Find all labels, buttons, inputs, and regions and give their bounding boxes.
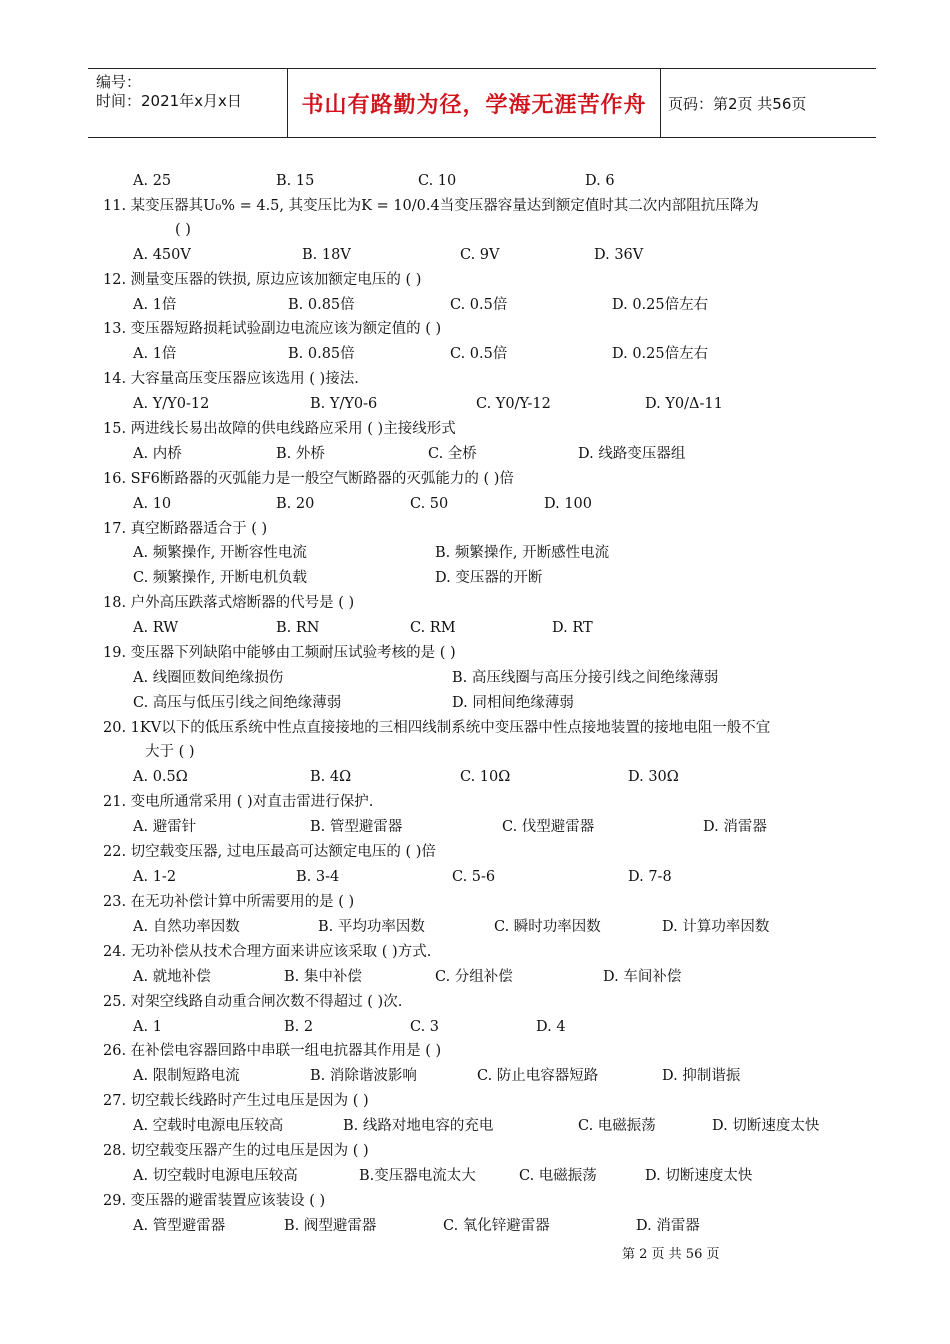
option-a: A. RW bbox=[133, 620, 179, 636]
option-b: B. 线路对地电容的充电 bbox=[343, 1118, 494, 1134]
question-text: 14. 大容量高压变压器应该选用 ( )接法. bbox=[103, 371, 359, 387]
option-a: A. 空载时电源电压较高 bbox=[133, 1118, 284, 1134]
question-continuation: 大于 ( ) bbox=[145, 744, 195, 760]
option-c: C. Y0/Y-12 bbox=[476, 396, 551, 412]
option-d: D. 变压器的开断 bbox=[435, 570, 543, 586]
option-b: B.变压器电流太大 bbox=[359, 1168, 476, 1184]
header-page-number: 页码：第2页 共56页 bbox=[668, 94, 807, 113]
option-c: C. 瞬时功率因数 bbox=[494, 919, 601, 935]
option-c: C. 10Ω bbox=[460, 769, 511, 785]
option-b: B. 消除谐波影响 bbox=[310, 1068, 417, 1084]
option-a: A. 450V bbox=[133, 247, 191, 263]
question-text: 21. 变电所通常采用 ( )对直击雷进行保护. bbox=[103, 794, 374, 810]
option-c: C. 5-6 bbox=[452, 869, 496, 885]
option-b: B. RN bbox=[276, 620, 320, 636]
option-c: C. 高压与低压引线之间绝缘薄弱 bbox=[133, 695, 342, 711]
option-a: A. 限制短路电流 bbox=[133, 1068, 240, 1084]
option-a: A. 10 bbox=[133, 496, 172, 512]
option-a: A. 线圈匝数间绝缘损伤 bbox=[133, 670, 284, 686]
question-text: 28. 切空载变压器产生的过电压是因为 ( ) bbox=[103, 1143, 369, 1159]
question-text: 11. 某变压器其U₀% = 4.5, 其变压比为K = 10/0.4当变压器容量达到额定值时其二次内部阻抗压降为 bbox=[103, 198, 759, 214]
option-d: D. 30Ω bbox=[628, 769, 679, 785]
option-c: C. 0.5倍 bbox=[450, 346, 508, 362]
question-text: 27. 切空载长线路时产生过电压是因为 ( ) bbox=[103, 1093, 369, 1109]
question-text: 23. 在无功补偿计算中所需要用的是 ( ) bbox=[103, 894, 355, 910]
option-d: D. 100 bbox=[544, 496, 593, 512]
option-a: A. 1 bbox=[133, 1019, 162, 1035]
question-text: 15. 两进线长易出故障的供电线路应采用 ( )主接线形式 bbox=[103, 421, 456, 437]
option-a: A. 频繁操作, 开断容性电流 bbox=[133, 545, 307, 561]
question-text: 26. 在补偿电容器回路中串联一组电抗器其作用是 ( ) bbox=[103, 1043, 442, 1059]
option-a: A. 就地补偿 bbox=[133, 969, 211, 985]
question-continuation: ( ) bbox=[175, 222, 191, 238]
option-b: B. 平均功率因数 bbox=[318, 919, 425, 935]
option-d: D. 切断速度太快 bbox=[645, 1168, 753, 1184]
doc-number-label: 编号： bbox=[96, 73, 142, 91]
doc-time-label: 时间：2021年x月x日 bbox=[96, 92, 242, 110]
option-b: B. 0.85倍 bbox=[288, 346, 355, 362]
option-c: C. 50 bbox=[410, 496, 449, 512]
option-c: C. 氧化锌避雷器 bbox=[443, 1218, 550, 1234]
question-text: 18. 户外高压跌落式熔断器的代号是 ( ) bbox=[103, 595, 355, 611]
option-b: B. Y/Y0-6 bbox=[310, 396, 378, 412]
option-b: B. 阀型避雷器 bbox=[284, 1218, 377, 1234]
option-a: A. 切空载时电源电压较高 bbox=[133, 1168, 298, 1184]
option-a: A. 管型避雷器 bbox=[133, 1218, 226, 1234]
option-c: C. 电磁振荡 bbox=[519, 1168, 597, 1184]
option-b: B. 外桥 bbox=[276, 446, 325, 462]
option-a: A. 1倍 bbox=[133, 346, 177, 362]
option-d: D. 7-8 bbox=[628, 869, 672, 885]
option-b: B. 4Ω bbox=[310, 769, 352, 785]
option-b: B. 20 bbox=[276, 496, 315, 512]
option-a: A. Y/Y0-12 bbox=[133, 396, 210, 412]
option-c: C. RM bbox=[410, 620, 456, 636]
option-b: B. 0.85倍 bbox=[288, 297, 355, 313]
question-text: 13. 变压器短路损耗试验副边电流应该为额定值的 ( ) bbox=[103, 321, 442, 337]
option-a: A. 0.5Ω bbox=[133, 769, 188, 785]
option-a: A. 25 bbox=[133, 173, 172, 189]
option-c: C. 10 bbox=[418, 173, 457, 189]
question-text: 20. 1KV以下的低压系统中性点直接接地的三相四线制系统中变压器中性点接地装置的接地电阻一般不宜 bbox=[103, 720, 771, 736]
option-d: D. 4 bbox=[536, 1019, 566, 1035]
option-d: D. 线路变压器组 bbox=[578, 446, 686, 462]
option-c: C. 电磁振荡 bbox=[578, 1118, 656, 1134]
option-d: D. 消雷器 bbox=[703, 819, 767, 835]
option-d: D. 36V bbox=[594, 247, 644, 263]
question-text: 22. 切空载变压器, 过电压最高可达额定电压的 ( )倍 bbox=[103, 844, 436, 860]
header-divider bbox=[660, 69, 661, 137]
question-text: 19. 变压器下列缺陷中能够由工频耐压试验考核的是 ( ) bbox=[103, 645, 456, 661]
header-motto: 书山有路勤为径，学海无涯苦作舟 bbox=[301, 92, 647, 118]
option-c: C. 伐型避雷器 bbox=[502, 819, 595, 835]
option-a: A. 避雷针 bbox=[133, 819, 197, 835]
header-meta bbox=[96, 73, 288, 111]
question-text: 12. 测量变压器的铁损, 原边应该加额定电压的 ( ) bbox=[103, 272, 422, 288]
option-d: D. 抑制谐振 bbox=[662, 1068, 741, 1084]
option-c: C. 9V bbox=[460, 247, 500, 263]
option-a: A. 1-2 bbox=[133, 869, 177, 885]
option-c: C. 0.5倍 bbox=[450, 297, 508, 313]
option-d: D. 同相间绝缘薄弱 bbox=[452, 695, 574, 711]
option-a: A. 内桥 bbox=[133, 446, 182, 462]
option-b: B. 管型避雷器 bbox=[310, 819, 403, 835]
option-b: B. 2 bbox=[284, 1019, 314, 1035]
question-text: 24. 无功补偿从技术合理方面来讲应该采取 ( )方式. bbox=[103, 944, 432, 960]
option-d: D. RT bbox=[552, 620, 593, 636]
option-c: C. 3 bbox=[410, 1019, 440, 1035]
option-d: D. 车间补偿 bbox=[603, 969, 682, 985]
option-a: A. 1倍 bbox=[133, 297, 177, 313]
option-b: B. 15 bbox=[276, 173, 315, 189]
option-d: D. 0.25倍左右 bbox=[612, 297, 709, 313]
option-d: D. 切断速度太快 bbox=[712, 1118, 820, 1134]
option-c: C. 全桥 bbox=[428, 446, 477, 462]
option-c: C. 频繁操作, 开断电机负载 bbox=[133, 570, 308, 586]
option-b: B. 频繁操作, 开断感性电流 bbox=[435, 545, 610, 561]
page-header bbox=[88, 68, 876, 138]
option-d: D. 计算功率因数 bbox=[662, 919, 770, 935]
option-d: D. 0.25倍左右 bbox=[612, 346, 709, 362]
option-b: B. 3-4 bbox=[296, 869, 340, 885]
question-text: 16. SF6断路器的灭弧能力是一般空气断路器的灭弧能力的 ( )倍 bbox=[103, 471, 514, 487]
option-d: D. Y0/Δ-11 bbox=[645, 396, 723, 412]
option-b: B. 高压线圈与高压分接引线之间绝缘薄弱 bbox=[452, 670, 719, 686]
option-b: B. 18V bbox=[302, 247, 351, 263]
option-d: D. 6 bbox=[585, 173, 615, 189]
page-footer: 第 2 页 共 56 页 bbox=[622, 1247, 720, 1262]
option-a: A. 自然功率因数 bbox=[133, 919, 240, 935]
option-c: C. 防止电容器短路 bbox=[477, 1068, 599, 1084]
question-text: 25. 对架空线路自动重合闸次数不得超过 ( )次. bbox=[103, 994, 403, 1010]
question-text: 17. 真空断路器适合于 ( ) bbox=[103, 521, 268, 537]
option-c: C. 分组补偿 bbox=[435, 969, 513, 985]
option-b: B. 集中补偿 bbox=[284, 969, 362, 985]
question-text: 29. 变压器的避雷装置应该装设 ( ) bbox=[103, 1193, 326, 1209]
option-d: D. 消雷器 bbox=[636, 1218, 700, 1234]
